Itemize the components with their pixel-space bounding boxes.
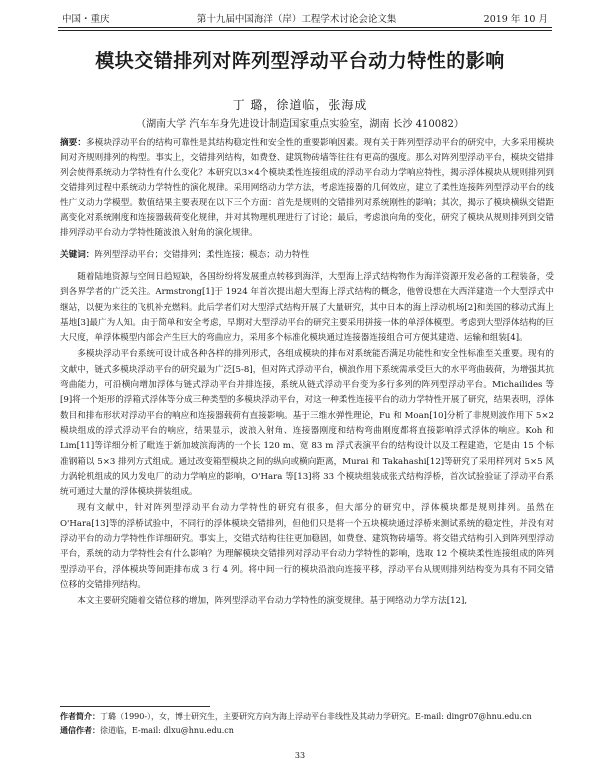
abstract-label: 摘要：	[60, 138, 87, 148]
footnote-rule	[60, 706, 210, 707]
footnote-text: 丁璐（1990-），女，博士研究生，主要研究方向为海上浮动平台非线性及其动力学研究。E-mail: dingr07@hnu.edu.cn	[100, 712, 532, 721]
footnote-label: 通信作者：	[60, 726, 100, 735]
paper-title: 模块交错排列对阵列型浮动平台动力特性的影响	[95, 50, 505, 72]
header-proceedings: 第十九届中国海洋（岸）工程学术讨论会论文集	[196, 14, 397, 25]
abstract-text: 多模块浮动平台的结构可靠性是其结构稳定性和安全性的重要影响因素。现有关于阵列型浮动平台的研究中，大多采用模块间对齐规则排列的构型。事实上，交错排列结构，如费登、建筑物砖墙等往往有更高的强度。那么对阵列型浮动平台，模块交错排列会使得系统动力学特性有什么变化？本研究以3×4个模块柔性连接组成的浮动平台动力学响应特性，揭示浮体模块从规则排列到交错排列过程中系统动力学特性的演化规律。采用网络动力学方法，考虑连接器的几何效应，建立了柔性连接阵列型浮动平台的线性广义动力学模型。数值结果主要表现在以下三个方面：首先是规则的交错排列对系统刚性的影响；其次，揭示了模块横纵交错距离变化对系统刚度和连接器载荷变化规律，并对其物理机理进行了讨论；最后，考虑浪向角的变化，研究了模块从规则排列到交错排列浮动平台动力学特性随波浪入射角的演化规律。	[60, 138, 554, 238]
footnote-label: 作者简介：	[60, 712, 100, 721]
keywords-label: 关键词：	[60, 250, 95, 260]
footnote-corresponding	[60, 724, 554, 738]
footnote-author-bio	[60, 710, 554, 724]
body-paragraph: 现有文献中，针对阵列型浮动平台动力学特性的研究有很多，但大部分的研究中，浮体模块都是规则排列。虽然在 O'Hara[13]等的浮桥试验中，不同行的浮体模块交错排列，但他们只是将一个五块模块通过浮桥来测试系统的稳定性，并没有对浮动平台的动力学特性作详细研究。事实上，交错式结构往往更加稳固，如费登、建筑物砖墙等。将交错式结构引入到阵列型浮动平台，系统的动力学特性会有什么影响？为理解模块交错排列对浮动平台动力学特性的影响，选取 12 个模块柔性连接组成的阵列型浮动平台，浮体模块等间距排布成 3 行 4 列。将中间一行的模块沿浪向连接平移，浮动平台从规则排列结构变为具有不同交错位移的交错排列结构。	[60, 503, 554, 590]
body-paragraph: 随着陆地资源与空间日趋短缺，各国纷纷将发展重点转移到海洋，大型海上浮式结构物作为海洋资源开发必备的工程装备，受到各界学者的广泛关注。Armstrong[1]于 1924 年首次提出超大型海上浮式结构的概念，他曾设想在大西洋建造一个大型浮式中继站，以便为来往的飞机补充燃料。此后学者们对大型浮式结构开展了大量研究，其中日本的海上浮动机场[2]和美国的移动式海上基地[3]最广为人知。由于简单和安全考虑，早期对大型浮动平台的研究主要采用拼接一体的单浮体模型。考虑到大型浮体结构的巨大尺度，单浮体模型内部会产生巨大的弯曲应力，采用多个标准化模块通过连接器连接组合可方便其建造、运输和组装[4]。	[60, 272, 554, 344]
paper-affiliation: （湖南大学 汽车车身先进设计制造国家重点实验室，湖南 长沙 410082）	[136, 119, 464, 130]
running-header	[62, 10, 548, 26]
footnote-text: 徐道临，E-mail: dlxu@hnu.edu.cn	[100, 726, 234, 735]
body-paragraph: 本文主要研究随着交错位移的增加，阵列型浮动平台动力学特性的演变规律。基于网络动力学方法[12],	[77, 596, 468, 607]
paper-authors: 丁 璐，徐道临，张海成	[232, 98, 368, 112]
keywords	[60, 248, 554, 262]
abstract	[60, 136, 554, 241]
body-paragraph: 多模块浮动平台系统可设计成各种各样的排列形式，各组成模块的排布对系统能否满足功能性和安全性标准至关重要。现有的文献中，链式多模块浮动平台的研究最为广泛[5-8]，但对阵式浮动平台，横浪作用下系统需承受巨大的水平弯曲载荷，为增强其抗弯曲能力，可沿横向增加浮体与链式浮动平台并排连接，系统从链式浮动平台变为多行多列的阵列型浮动平台。Michailides 等[9]将一个矩形的浮箱式浮体等分成三种类型的多模块浮动平台，对这一种柔性连接平台的动力学特性开展了研究，结果表明，浮体数目和排布形状对浮动平台的响应和连接器载荷有直接影响。基于三维水弹性理论，Fu 和 Moan[10]分析了非规则波作用下 5×2 模块组成的浮式浮动平台的响应，结果显示，波浪入射角、连接器刚度和结构弯曲刚度都将直接影响浮式浮体的响应。Koh 和 Lim[11]等详细分析了毗连于新加坡滨海湾的一个长 120 m、宽 83 m 浮式表演平台的结构设计以及工程建造，它是由 15 个标准钢箱以 5×3 排列方式组成。通过改变箱型模块之间的纵向或横向距离，Murai 和 Takahashi[12]等研究了采用样列对 5×5 风力涡轮机组成的风力发电厂的动力学响应的影响，O'Hara 等[13]将 33 个模块组装成张式结构浮桥，首次试验验证了浮动平台系统可通过大量的浮体模块拼装组成。	[60, 349, 554, 498]
header-location: 中国・重庆	[62, 14, 110, 25]
header-rule	[58, 27, 552, 31]
body-text	[60, 270, 554, 611]
header-date: 2019 年 10 月	[483, 14, 548, 25]
footnotes	[60, 710, 554, 738]
page-number: 33	[294, 751, 306, 760]
keywords-text: 阵列型浮动平台；交错排列；柔性连接；模态；动力特性	[94, 250, 310, 260]
